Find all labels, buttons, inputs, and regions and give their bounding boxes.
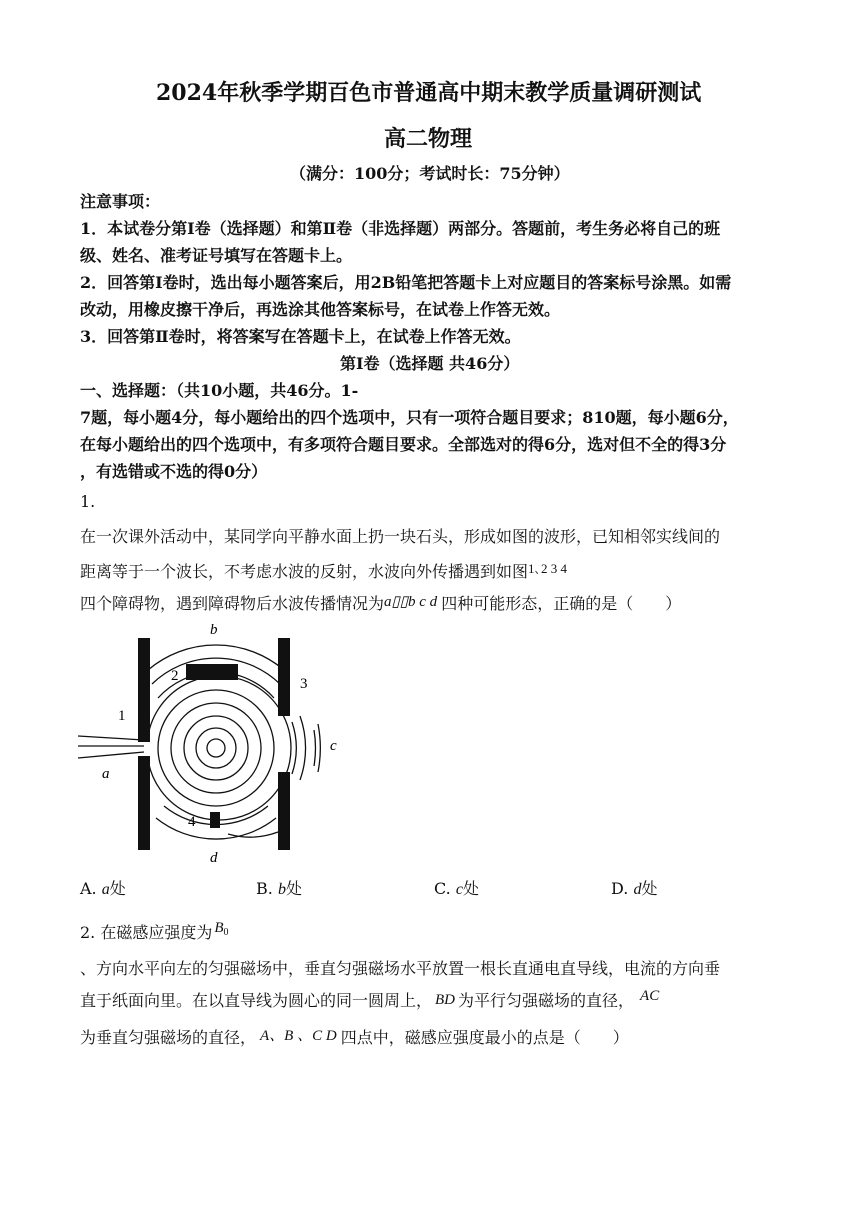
label-c: c: [330, 738, 337, 754]
ripple-ring: [158, 690, 274, 806]
q1-option-b: [256, 876, 302, 899]
ripple-arc: [300, 716, 306, 780]
q1-line-3: [80, 591, 681, 614]
q1-line-3-text-b: 四种可能形态，正确的是（ ）: [441, 594, 682, 613]
label-1: 1: [118, 708, 126, 724]
q2-line-4-text-a: 为垂直匀强磁场的直径，: [80, 1028, 257, 1047]
option-a-text: 处: [109, 879, 126, 898]
label-b: b: [210, 622, 218, 638]
q2-line-1-text: 2. 在磁感应强度为: [80, 923, 213, 942]
part1-heading: 第Ⅰ卷（选择题 共46分）: [340, 354, 520, 373]
section-instructions-4: ，有选错或不选的得0分）: [80, 462, 268, 481]
option-b-text: 处: [285, 879, 302, 898]
section-instructions-3: 在每小题给出的四个选项中，有多项符合题目要求。全部选对的得6分，选对但不全的得3分: [80, 435, 727, 454]
ripple-ring: [196, 728, 236, 768]
ripple-arc: [78, 752, 144, 758]
q1-line-2-text: 距离等于一个波长，不考虑水波的反射，水波向外传播遇到如图: [80, 562, 529, 581]
q2-b0-sub: 0: [223, 927, 229, 938]
option-d-var: d: [633, 881, 642, 898]
ripple-arc: [314, 730, 315, 766]
q2-line-1: [80, 920, 229, 943]
q2-line-3: [80, 988, 659, 1011]
q1-option-c: [434, 876, 479, 899]
option-c-var: c: [455, 881, 463, 898]
q2-bd: BD: [435, 992, 456, 1008]
obstacle-1-upper: [138, 638, 150, 742]
subject-title: 高二物理: [384, 126, 473, 152]
notice-item-3: 3．回答第Ⅱ卷时，将答案写在答题卡上，在试卷上作答无效。: [80, 327, 521, 346]
section-instructions-2: 7题，每小题4分，每小题给出的四个选项中，只有一项符合题目要求；810题，每小题6分，: [80, 408, 739, 427]
notice-item-2-cont: 改动，用橡皮擦干净后，再选涂其他答案标号，在试卷上作答无效。: [80, 300, 561, 319]
option-b-letter: B.: [256, 879, 278, 898]
q2-b0: [214, 920, 228, 936]
q1-obstacle-numbers: 1､2 3 4: [528, 561, 568, 576]
notice-item-1-cont: 级、姓名、准考证号填写在答题卡上。: [80, 246, 353, 265]
ripple-arc: [318, 724, 320, 772]
notice-heading: 注意事项：: [80, 192, 161, 211]
q1-option-a: [80, 876, 126, 899]
option-c-letter: C.: [434, 879, 456, 898]
obstacle-2: [186, 664, 238, 680]
q2-line-4: [80, 1024, 629, 1048]
q2-line-2: 、方向水平向左的匀强磁场中，垂直匀强磁场水平放置一根长直通电直导线，电流的方向垂: [80, 959, 721, 978]
obstacle-3-upper: [278, 638, 290, 716]
q2-line-4-text-b: 四点中，磁感应强度最小的点是（ ）: [340, 1028, 629, 1047]
notice-item-1: 1．本试卷分第Ⅰ卷（选择题）和第Ⅱ卷（非选择题）两部分。答题前，考生务必将自己的班: [80, 219, 721, 238]
q2-points: A、B 、C D: [260, 1028, 337, 1044]
label-4: 4: [188, 814, 196, 830]
ripple-arc: [78, 736, 144, 740]
score-info: （满分：100分；考试时长：75分钟）: [290, 164, 570, 183]
q2-line-3-text-b: 为平行匀强磁场的直径，: [458, 991, 635, 1010]
notice-item-2: 2．回答第Ⅰ卷时，选出每小题答案后，用2B铅笔把答题卡上对应题目的答案标号涂黑。如需: [80, 273, 732, 292]
ripple-ring: [207, 739, 225, 757]
option-d-text: 处: [641, 879, 658, 898]
ripple-arc: [228, 832, 278, 837]
q2-ac: AC: [640, 988, 660, 1004]
q1-line-2: [80, 558, 567, 582]
label-d: d: [210, 850, 218, 866]
label-3: 3: [300, 676, 308, 692]
q1-number: 1.: [80, 492, 96, 511]
ripple-ring: [184, 716, 248, 780]
q1-shape-labels: a▯▯b c d: [384, 594, 438, 610]
label-2: 2: [171, 668, 179, 684]
option-b-var: b: [277, 881, 286, 898]
wave-diagram: [78, 618, 358, 868]
q2-line-3-text-a: 直于纸面向里。在以直导线为圆心的同一圆周上，: [80, 991, 433, 1010]
section-instructions-1: 一、选择题：（共10小题，共46分。1-: [80, 381, 359, 400]
obstacle-1-lower: [138, 756, 150, 850]
label-a: a: [102, 766, 110, 782]
q1-line-3-text-a: 四个障碍物，遇到障碍物后水波传播情况为: [80, 594, 385, 613]
option-a-var: a: [101, 881, 110, 898]
ripple-ring: [148, 676, 291, 820]
q1-option-d: [611, 876, 657, 899]
obstacle-3-lower: [278, 772, 290, 850]
option-c-text: 处: [462, 879, 479, 898]
q2-b0-letter: B: [214, 920, 224, 936]
option-a-letter: A.: [80, 879, 102, 898]
obstacle-4: [210, 812, 220, 828]
exam-title: 2024年秋季学期百色市普通高中期末教学质量调研测试: [156, 80, 702, 106]
option-d-letter: D.: [611, 879, 634, 898]
ripple-arc: [292, 722, 296, 774]
q1-line-1: 在一次课外活动中，某同学向平静水面上扔一块石头，形成如图的波形，已知相邻实线间的: [80, 527, 721, 546]
